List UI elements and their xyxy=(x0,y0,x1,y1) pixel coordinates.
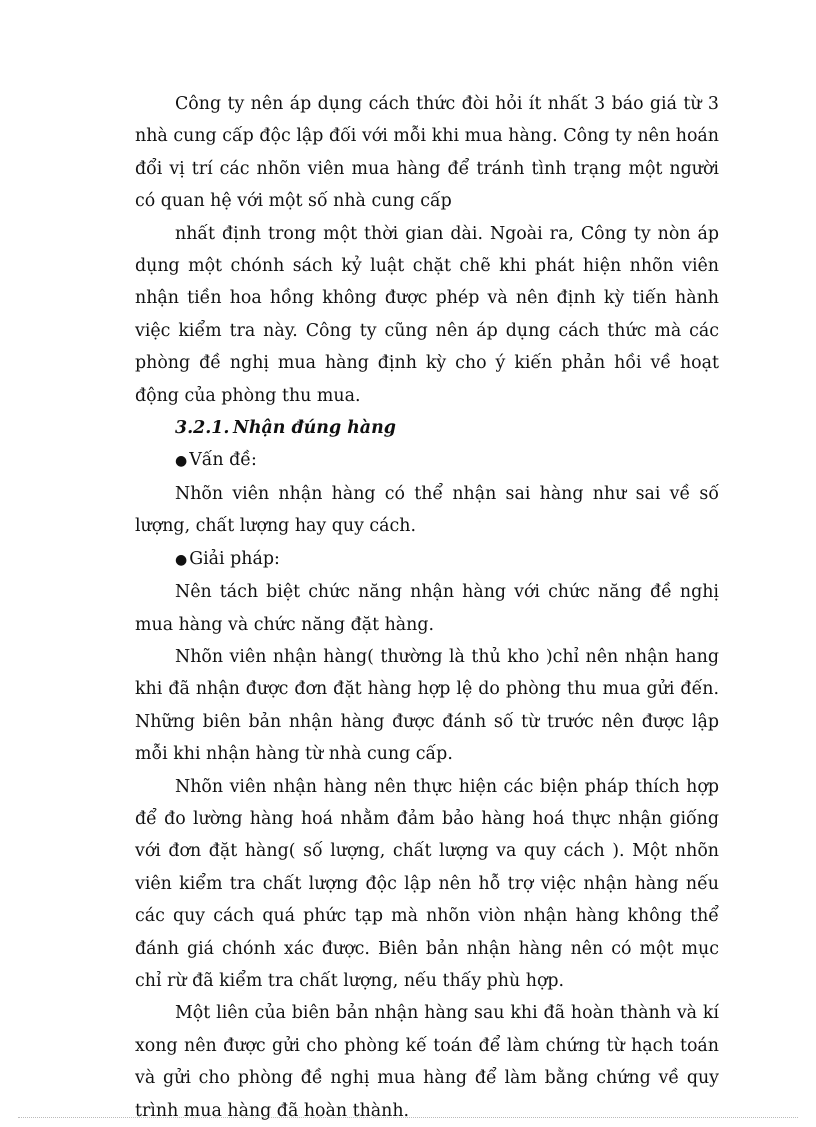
paragraph-6: Nhõn viên nhận hàng nên thực hiện các biện pháp thích hợp để đo lường hàng hoá nhằm đảm bảo hàng hoá thực nhận giống với đơn đặt hàng( số lượng, chất lượng va quy cách ). Một nhõn viên kiểm tra chất lượng độc lập nên hỗ trợ việc nhận hàng nếu các quy cách quá phức tạp mà nhõn viòn nhận hàng không thể đánh giá chónh xác được. Biên bản nhận hàng nên có một mục chỉ rừ đã kiểm tra chất lượng, nếu thấy phù hợp. xyxy=(135,776,719,991)
paragraph-3: Nhõn viên nhận hàng có thể nhận sai hàng như sai về số lượng, chất lượng hay quy cách. xyxy=(135,483,719,537)
section-heading xyxy=(135,412,719,444)
bullet-icon: ● xyxy=(175,453,188,470)
bullet-problem xyxy=(135,444,719,477)
page-divider xyxy=(18,1117,798,1118)
paragraph-5: Nhõn viên nhận hàng( thường là thủ kho )chỉ nên nhận hang khi đã nhận được đơn đặt hàng hợp lệ do phòng thu mua gửi đến. Những biên bản nhận hàng được đánh số từ trước nên được lập mỗi khi nhận hàng từ nhà cung cấp. xyxy=(135,646,719,765)
section-number: 3.2.1. xyxy=(175,418,230,439)
paragraph-1: Công ty nên áp dụng cách thức đòi hỏi ít nhất 3 báo giá từ 3 nhà cung cấp độc lập đối với mỗi khi mua hàng. Công ty nên hoán đổi vị trí các nhõn viên mua hàng để tránh tình trạng một người có quan hệ với một số nhà cung cấp xyxy=(135,94,719,212)
bullet-solution xyxy=(135,543,719,576)
bullet-solution-label: Giải pháp: xyxy=(189,548,280,569)
section-title: Nhận đúng hàng xyxy=(233,418,396,439)
paragraph-7: Một liên của biên bản nhận hàng sau khi đã hoàn thành và kí xong nên được gửi cho phòng kế toán để làm chứng từ hạch toán và gửi cho phòng đề nghị mua hàng để làm bằng chứng về quy trình mua hàng đã hoàn thành. xyxy=(135,1003,719,1121)
bullet-problem-label: Vấn đề: xyxy=(189,450,257,471)
paragraph-4: Nên tách biệt chức năng nhận hàng với chức năng đề nghị mua hàng và chức năng đặt hàng. xyxy=(135,582,719,635)
paragraph-2: nhất định trong một thời gian dài. Ngoài ra, Công ty nòn áp dụng một chónh sách kỷ luật chặt chẽ khi phát hiện nhõn viên nhận tiền hoa hồng không được phép và nên định kỳ tiến hành việc kiểm tra này. Công ty cũng nên áp dụng cách thức mà các phòng đề nghị mua hàng định kỳ cho ý kiến phản hồi về hoạt động của phòng thu mua. xyxy=(135,223,719,406)
bullet-icon: ● xyxy=(175,551,188,568)
document-page xyxy=(135,88,719,1127)
